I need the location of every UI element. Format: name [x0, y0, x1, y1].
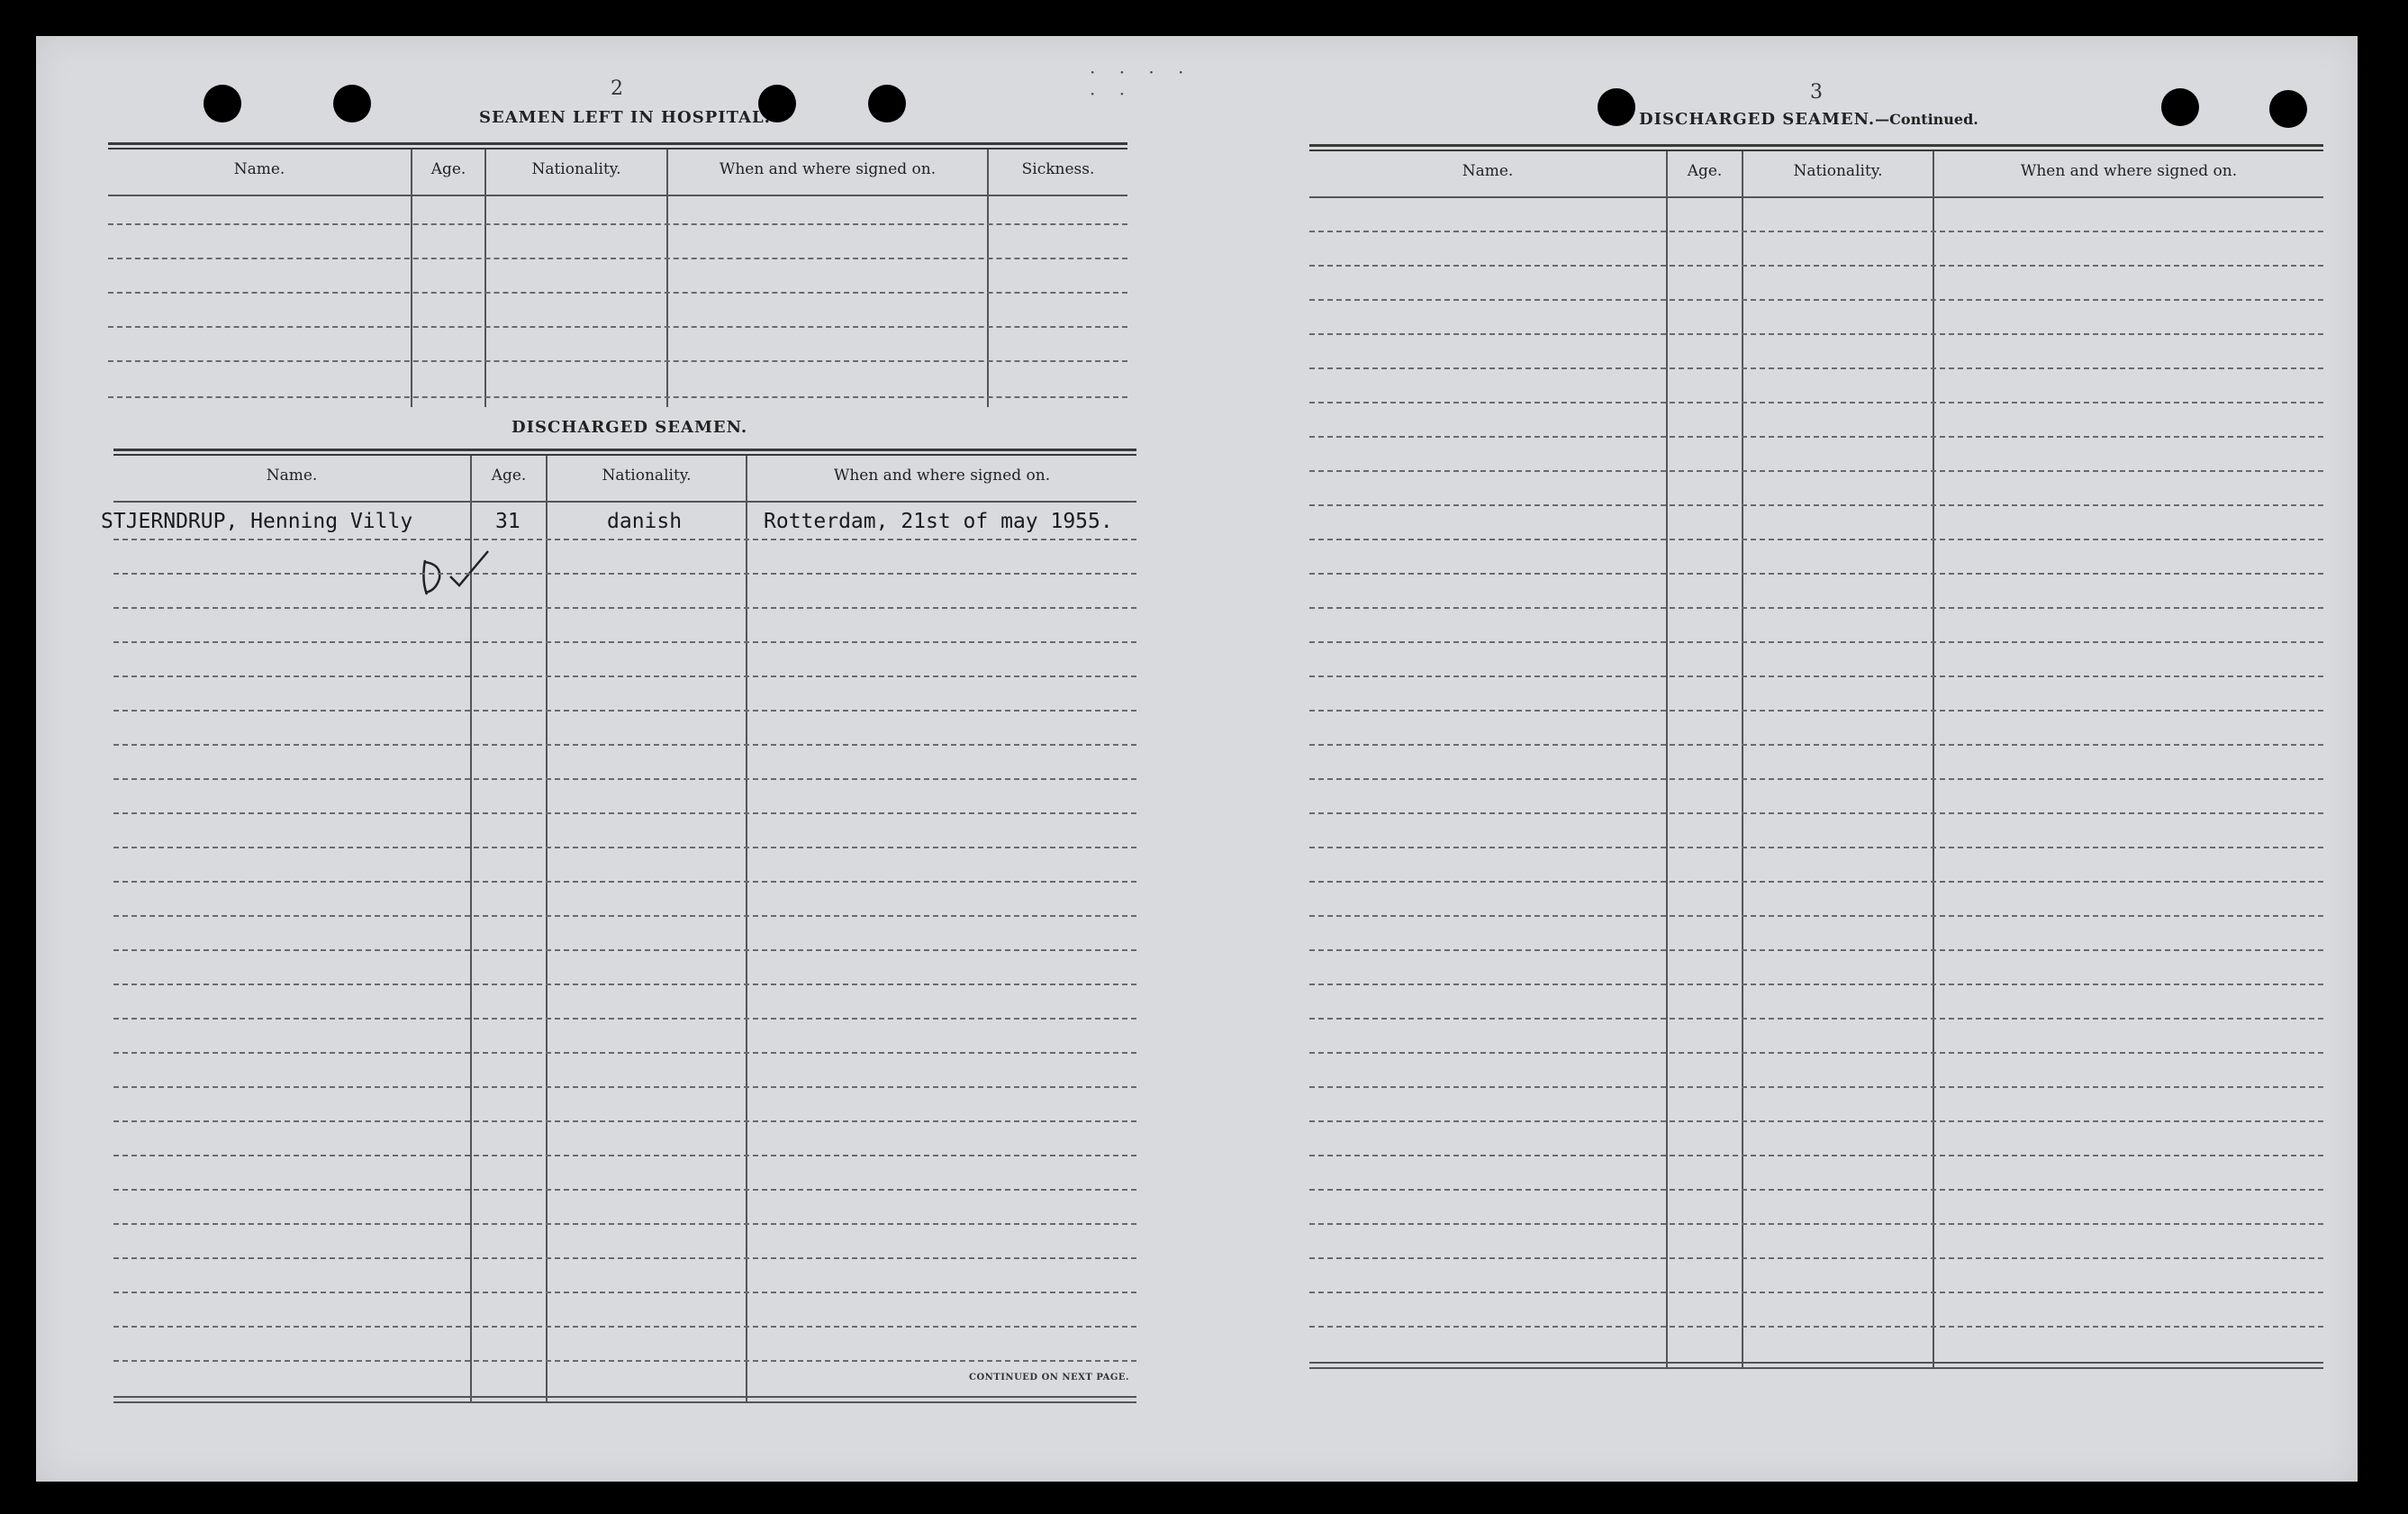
seaman-nationality: danish: [607, 510, 683, 533]
hospital-table: [108, 142, 1127, 445]
discharged-continued-table: [1309, 144, 2323, 1405]
left-page: [36, 36, 1207, 1482]
seaman-name: STJERNDRUP, Henning Villy: [101, 510, 413, 533]
column-header-age: Age.: [491, 467, 527, 485]
punch-hole: [868, 85, 906, 122]
discharged-continued-title: [1639, 110, 1978, 129]
punch-hole: [2269, 90, 2307, 128]
scan-marks: · · · · · ·: [1090, 61, 1193, 104]
punch-hole: [1598, 88, 1635, 126]
column-header-name: Name.: [1462, 162, 1514, 180]
column-header-signed-on: When and where signed on.: [719, 160, 937, 178]
column-header-nationality: Nationality.: [531, 160, 621, 178]
column-header-age: Age.: [1687, 162, 1723, 180]
continued-footer: CONTINUED ON NEXT PAGE.: [969, 1373, 1130, 1383]
hospital-section-title: SEAMEN LEFT IN HOSPITAL.: [479, 108, 771, 127]
seaman-age: 31: [495, 510, 521, 533]
column-header-nationality: Nationality.: [602, 467, 692, 485]
column-header-signed-on: When and where signed on.: [833, 467, 1051, 485]
column-header-signed-on: When and where signed on.: [2020, 162, 2238, 180]
title-suffix: —Continued.: [1875, 111, 1978, 128]
column-header-name: Name.: [233, 160, 285, 178]
column-header-name: Name.: [266, 467, 318, 485]
column-header-nationality: Nationality.: [1793, 162, 1883, 180]
discharged-section-title: DISCHARGED SEAMEN.: [511, 418, 748, 437]
punch-hole: [333, 85, 371, 122]
page-number: 3: [1810, 81, 1823, 104]
column-header-age: Age.: [430, 160, 466, 178]
right-page: [1207, 36, 2358, 1482]
document-sheet: [36, 36, 2358, 1482]
discharged-table: [101, 449, 1136, 1412]
punch-hole: [204, 85, 241, 122]
punch-hole: [2161, 88, 2199, 126]
seaman-signed-on: Rotterdam, 21st of may 1955.: [764, 510, 1113, 533]
column-header-sickness: Sickness.: [1021, 160, 1095, 178]
title-main: DISCHARGED SEAMEN.: [1639, 110, 1876, 129]
page-number: 2: [611, 77, 623, 100]
